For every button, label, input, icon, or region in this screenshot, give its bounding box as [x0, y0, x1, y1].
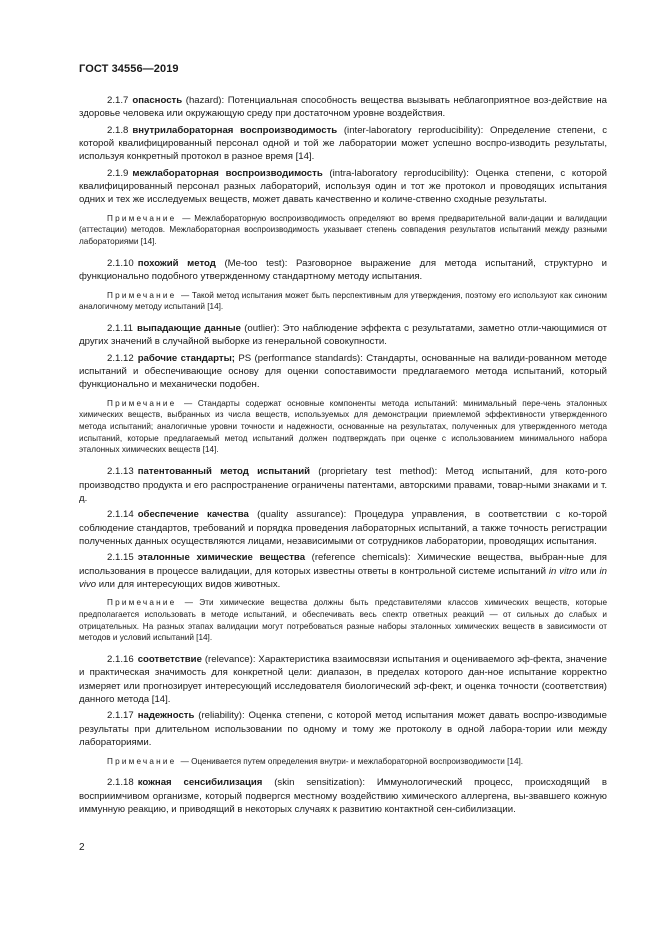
clause-number: 2.1.15 — [107, 552, 134, 564]
definition-text: PS (performance standards): Стандарты, основанные на валиди-рованном методе испытаний и обеспечивающие основу для оценки сопоставимости предлагаемого метода испытаний, который функционально и механически подобен. — [79, 352, 607, 391]
term: выпадающие данные — [136, 322, 241, 334]
clause-number: 2.1.7 — [107, 95, 129, 106]
definition-text: (reliability): Оценка степени, с которой метод испытания может давать воспро-изводимые результаты при длительном использовании по одному и тому же протоколу в одной лабора-тории или между лабораториями. — [79, 710, 607, 749]
term: опасность — [132, 95, 183, 106]
note-label: Примечание — [107, 756, 177, 766]
note-2-1-12 — [79, 398, 607, 457]
note-text: — Такой метод испытания может быть перспективным для утверждения, поэтому его используют как синоним аналогичному методу испытаний [14]. — [79, 290, 607, 312]
definition-2-1-15 — [79, 551, 607, 591]
definition-2-1-13 — [79, 465, 607, 505]
term: эталонные химические вещества — [137, 552, 306, 564]
note-text: — Оценивается путем определения внутри- и межлабораторной воспроизводимости [14]. — [178, 756, 524, 766]
clause-number: 2.1.13 — [107, 466, 134, 478]
term: межлабораторная воспроизводимость — [132, 167, 323, 179]
definition-2-1-17 — [79, 709, 607, 749]
clause-number: 2.1.8 — [107, 124, 129, 136]
clause-number: 2.1.18 — [107, 777, 134, 789]
term: патентованный метод испытаний — [137, 466, 310, 478]
definition-text: (hazard): Потенциальная способность вещества вызывать неблагоприятное воз-действие на здоровье человека или окружающую среду при достаточном уровне воздействия. — [79, 95, 607, 120]
note-2-1-15 — [79, 597, 607, 644]
definition-2-1-14 — [79, 508, 607, 548]
term: кожная сенсибилизация — [137, 777, 263, 789]
definition-2-1-12 — [79, 352, 607, 392]
clause-number: 2.1.9 — [107, 167, 129, 179]
term: соответствие — [137, 654, 202, 666]
definition-text: (quality assurance): Процедура управления, в соответствии с ко-торой соблюдение стандартов, требований и порядка проведения лабораторных испытаний, а также точность регистрации полученных данных осуществляются лицами, независимыми от сотрудников лаборатории, проводящих испытания. — [79, 509, 608, 547]
definition-2-1-11 — [79, 322, 607, 349]
clause-number: 2.1.10 — [107, 257, 134, 269]
definition-text: (outlier): Это наблюдение эффекта с результатами, заметно отли-чающимися от других значений в случайной выборке из генеральной совокупности. — [79, 322, 607, 348]
definition-text: (Me-too test): Разговорное выражение для метода испытаний, структурно и функционально подобного утвержденному стандартному методу испытания. — [79, 257, 607, 283]
clause-number: 2.1.11 — [107, 322, 133, 334]
definition-text-tail: или для интересующих видов животных. — [96, 578, 281, 590]
italic-in-vitro: in vitro — [548, 565, 578, 577]
document-header: ГОСТ 34556—2019 — [79, 63, 179, 75]
term: похожий метод — [137, 257, 216, 269]
page-number: 2 — [79, 842, 85, 853]
definition-text: (intra-laboratory reproducibility): Оценка степени, с которой квалифицированный персонал разных лабораторий, используя один и тот же протокол и проводящих испытания одних и тех же исследуемых веществ, может давать качественно и количе-ственно сходные результаты. — [79, 167, 608, 206]
definition-2-1-9 — [79, 167, 607, 207]
definition-2-1-8 — [79, 124, 607, 164]
definition-2-1-16 — [79, 653, 607, 706]
definition-text: (proprietary test method): Метод испытаний, для кото-рого производство продукта и его распространение ограничены патентами, авторскими правами, товар-ными знаками и т. д. — [79, 466, 608, 504]
note-label: Примечание — [107, 290, 177, 300]
term: надежность — [137, 710, 195, 722]
definition-2-1-18 — [79, 776, 607, 816]
clause-number: 2.1.17 — [107, 710, 134, 722]
definition-text: (inter-laboratory reproducibility): Определение степени, с которой квалифицированный персонал одной и той же лаборатории может успешно воспро-изводить результаты, используя конкретный протокол в разное время [14]. — [79, 124, 607, 163]
definition-text: (reference chemicals): Химические вещества, выбран-ные для использования в процессе валидации, для которых известны ответы в контрольной системе испытаний — [79, 552, 607, 577]
clause-number: 2.1.12 — [107, 352, 134, 364]
note-label: Примечание — [107, 398, 177, 408]
definition-text: (relevance): Характеристика взаимосвязи испытания и оцениваемого эф-фекта, значение и практическая значимость для конкретной цели: диапазон, в пределах которого дан-ное испытание корректно измеряет или прогнозирует интересующий исследователя биологический эф-фект, и оценка точности (соответствия) данного метода [14]. — [79, 654, 607, 706]
clause-number: 2.1.14 — [107, 509, 134, 521]
term: рабочие стандарты; — [137, 352, 235, 364]
note-text: — Межлабораторную воспроизводимость определяют во время предварительной вали-дации и валидации (аттестации) методов. Межлабораторная воспроизводимость указывает степень совпадения результатов испытаний между разными лабораториями [14]. — [79, 213, 607, 247]
note-label: Примечание — [107, 598, 177, 608]
note-label: Примечание — [107, 213, 177, 223]
italic-in-vivo: in vivo — [79, 565, 607, 590]
definition-text: (skin sensitization): Иммунологический процесс, происходящий в восприимчивом организме, который подвергся местному воздействию химического аллергена, вы-звавшего кожную иммунную реакцию, и приводящий в некоторых случаях к развитию контактной сен-сибилизации. — [79, 777, 607, 815]
note-2-1-17 — [79, 756, 607, 768]
document-body — [79, 94, 607, 819]
note-2-1-10 — [79, 290, 607, 313]
term: внутрилабораторная воспроизводимость — [132, 124, 338, 136]
note-text: — Стандарты содержат основные компоненты метода испытаний: минимальный пере-чень эталонных химических веществ, выбранных из числа веществ, используемых для демонстрации приемлемой эффективности утвержденного метода испытаний; аналогичные уровни точности и надежности, основанные на результатах, полученных для утвержденного метода испытаний, которые предлагаемый метод испытаний должен подтверждать при оценке с использованием минимального набора эталонных химических веществ [14]. — [79, 398, 607, 455]
definition-text-mid: или — [577, 565, 600, 577]
clause-number: 2.1.16 — [107, 654, 134, 666]
note-2-1-9 — [79, 213, 607, 248]
term: обеспечение качества — [137, 509, 249, 521]
note-text: — Эти химические вещества должны быть представителями классов химических веществ, которые предполагается использовать в методе испытаний, и обеспечивать весь спектр ответных реакций — от сильных до слабых и отрицательных. На разных этапах валидации могут потребоваться разные наборы эталонных химических веществ в зависимости от методов и условий испытаний [14]. — [79, 598, 607, 643]
definition-2-1-7 — [79, 94, 607, 121]
definition-2-1-10 — [79, 257, 607, 284]
